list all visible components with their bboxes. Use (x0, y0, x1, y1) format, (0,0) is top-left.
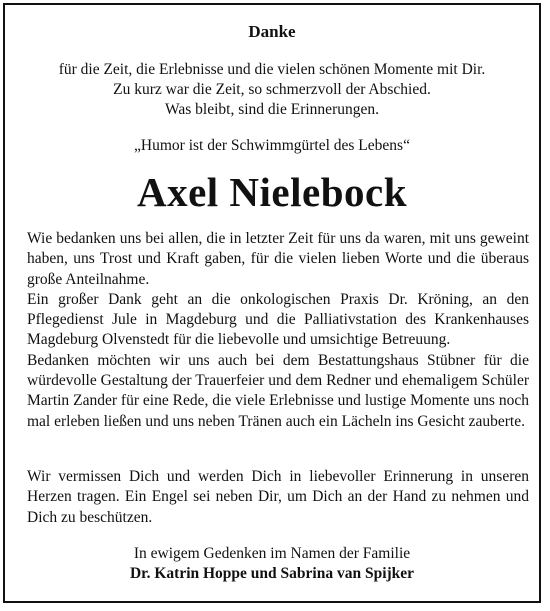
notice-title: Danke (248, 22, 296, 41)
intro-text (5, 60, 539, 120)
paragraph-4: Wir vermissen Dich und werden Dich in liebevoller Erinnerung in unseren Herzen tragen. Ein Engel sei neben Dir, um Dich an der Hand zu nehmen und Dich zu beschützen. (27, 468, 529, 526)
closing-line: In ewigem Gedenken im Namen der Familie (133, 545, 411, 562)
paragraph-2: Ein großer Dank geht an die onkologischen Praxis Dr. Kröning, an den Pflegedienst Jule in Magdeburg und die Palliativstation des Krankenhauses Magdeburg Olvenstedt für die liebevolle und umsichtige Betreuung. (27, 290, 529, 349)
intro-line-3: Was bleibt, sind die Erinnerungen. (165, 101, 379, 118)
closing-block (5, 544, 539, 584)
obituary-notice (3, 3, 541, 603)
intro-line-2: Zu kurz war die Zeit, so schmerzvoll der Abschied. (113, 81, 431, 98)
signers: Dr. Katrin Hoppe und Sabrina van Spijker (129, 565, 415, 582)
thanks-paragraphs (27, 229, 529, 432)
deceased-name: Axel Nielebock (136, 169, 408, 215)
intro-line-1: für die Zeit, die Erlebnisse und die vielen schönen Momente mit Dir. (58, 61, 486, 78)
quote: „Humor ist der Schwimmgürtel des Lebens“ (134, 137, 410, 154)
paragraph-1: Wie bedanken uns bei allen, die in letzter Zeit für uns da waren, mit uns geweint haben, uns Trost und Kraft gaben, für die vielen lieben Worte und die überaus große Anteilnahme. (27, 230, 529, 288)
paragraph-3: Bedanken möchten wir uns auch bei dem Bestattungshaus Stübner für die würdevolle Gestaltung der Trauerfeier und dem Redner und ehemaligem Schüler Martin Zander für eine Rede, die viele Erlebnisse und lustige Momente uns noch mal erleben ließen und uns neben Tränen auch ein Lächeln ins Gesicht zauberte. (27, 351, 529, 430)
